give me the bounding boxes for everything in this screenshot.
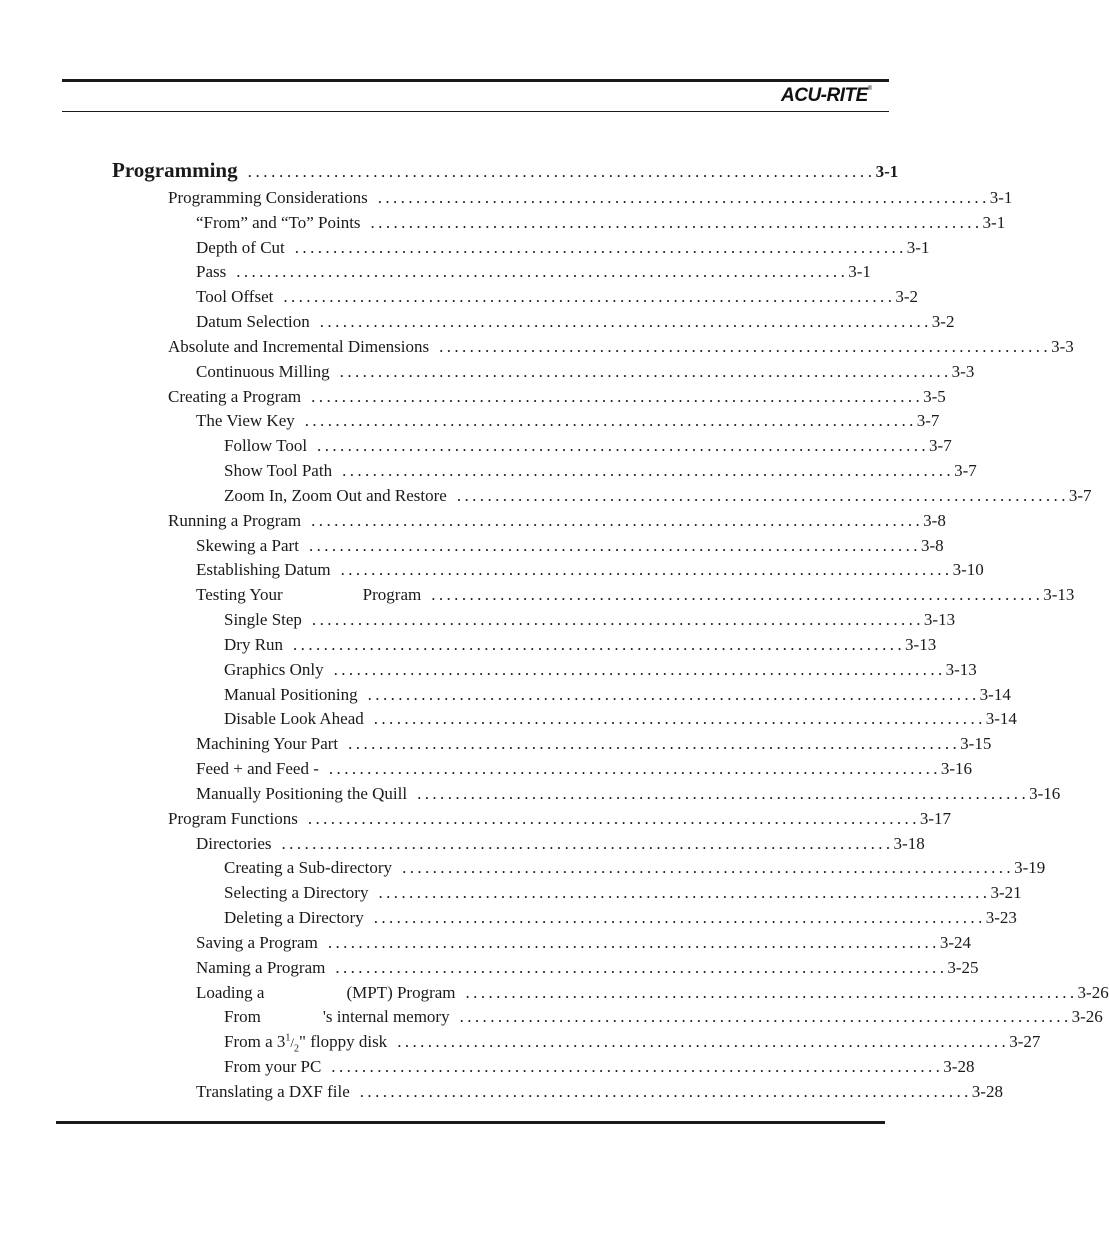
toc-label-text: Datum Selection [196, 312, 310, 332]
toc-entry[interactable] [224, 436, 952, 456]
toc-entry[interactable] [196, 759, 973, 779]
dot-leader: ................................................................................ [340, 560, 953, 580]
toc-page-number: 3-14 [979, 684, 1011, 704]
toc-entry[interactable] [224, 659, 977, 680]
toc-entry-label [224, 1032, 387, 1053]
toc-page-number: 3-13 [923, 610, 956, 630]
toc-label-text-continued: 's internal memory [322, 1007, 450, 1027]
toc-label-text: Creating a Sub-directory [224, 858, 393, 878]
toc-entry[interactable] [224, 1007, 1103, 1027]
toc-entry[interactable] [196, 833, 925, 854]
toc-label-text: Testing Your [196, 585, 283, 605]
dot-leader: ................................................................................ [465, 982, 1078, 1002]
dot-leader: ................................................................................ [294, 237, 907, 257]
toc-entry-label [224, 461, 332, 481]
toc-page-number: 3-8 [923, 510, 946, 530]
toc-label-text: Depth of Cut [196, 237, 285, 257]
dot-leader: ................................................................................ [328, 759, 941, 779]
toc-page-number: 3-17 [919, 808, 952, 828]
toc-label-text: Follow Tool [224, 436, 308, 456]
toc-page-number: 3-28 [943, 1057, 975, 1077]
toc-entry[interactable] [224, 1057, 975, 1077]
toc-label-text: Selecting a Directory [224, 883, 369, 903]
dot-leader: ................................................................................ [319, 312, 932, 332]
toc-label-text: Show Tool Path [224, 461, 333, 481]
toc-page-number: 3-1 [875, 162, 899, 181]
toc-page-number: 3-7 [929, 436, 952, 456]
toc-chapter-entry[interactable] [112, 158, 899, 184]
toc-label-text: Skewing a Part [196, 535, 299, 555]
toc-entry-label [224, 858, 392, 878]
toc-entry[interactable] [224, 610, 956, 630]
toc-entry-label [112, 158, 238, 182]
toc-label-text: Feed + and Feed - [196, 759, 319, 779]
dot-leader: ................................................................................ [281, 833, 894, 853]
toc-entry-label [196, 560, 331, 580]
dot-leader: ................................................................................ [439, 336, 1052, 356]
toc-entry-label [168, 809, 298, 829]
toc-label-text: Zoom In, Zoom Out and Restore [224, 485, 447, 505]
dot-leader: ................................................................................ [333, 659, 946, 679]
dot-leader: ................................................................................ [367, 684, 980, 704]
dot-leader: ................................................................................ [402, 858, 1015, 878]
toc-entry-label [196, 734, 338, 754]
toc-entry-label [168, 511, 301, 531]
toc-label-text: “From” and “To” Points [196, 212, 361, 232]
toc-page-number: 3-21 [990, 883, 1022, 903]
dot-leader: ................................................................................ [308, 535, 921, 555]
toc-label-text: From [224, 1007, 261, 1027]
toc-label-text: Loading a [196, 982, 265, 1002]
toc-entry[interactable] [224, 485, 1092, 506]
toc-page-number: 3-26 [1071, 1007, 1103, 1027]
dot-leader: ................................................................................ [307, 808, 920, 828]
toc-page-number: 3-10 [952, 560, 984, 580]
toc-page-number: 3-15 [960, 734, 992, 754]
toc-page-number: 3-13 [945, 659, 977, 679]
toc-page-number: 3-23 [985, 908, 1017, 928]
dot-leader: ................................................................................ [377, 188, 990, 207]
toc-entry[interactable] [196, 535, 944, 556]
toc-entry-label [224, 709, 364, 729]
toc-label-text: Tool Offset [196, 287, 274, 307]
toc-entry[interactable] [168, 510, 946, 531]
toc-entry[interactable] [196, 237, 930, 258]
toc-page-number: 3-1 [848, 262, 871, 282]
toc-entry[interactable] [224, 858, 1046, 878]
toc-entry[interactable] [224, 1032, 1041, 1055]
toc-entry-label [168, 188, 368, 208]
dot-leader: ................................................................................ [378, 883, 991, 903]
dot-leader: ................................................................................ [304, 411, 917, 431]
toc-entry[interactable] [196, 411, 940, 431]
toc-entry-label [168, 387, 301, 407]
toc-label-text: Continuous Milling [196, 361, 330, 381]
toc-page-number: 3-8 [920, 535, 944, 555]
toc-entry-label [168, 337, 429, 357]
toc-entry-label [224, 635, 283, 655]
toc-entry-label [224, 660, 324, 680]
toc-entry-label [224, 436, 307, 456]
toc-page-number: 3-13 [1043, 585, 1075, 605]
toc-label-text: Creating a Program [168, 386, 302, 406]
toc-page-number: 3-3 [1051, 336, 1074, 356]
toc-label-text: From your PC [224, 1057, 322, 1077]
toc-label-text: The View Key [196, 411, 295, 431]
toc-entry-label [196, 312, 310, 332]
toc-label-text: Deleting a Directory [224, 908, 364, 928]
toc-label-text-continued: Program [362, 585, 422, 605]
toc-entry-label [196, 238, 285, 258]
toc-entry-label [224, 908, 364, 928]
toc-entry[interactable] [168, 188, 1013, 208]
toc-label-text-continued: " floppy disk [299, 1032, 388, 1052]
toc-page-number: 3-2 [931, 312, 955, 332]
dot-leader: ................................................................................ [293, 634, 906, 654]
dot-leader: ................................................................................ [342, 461, 955, 481]
toc-entry[interactable] [168, 808, 952, 829]
dot-leader: ................................................................................ [283, 287, 896, 307]
toc-label-text: Graphics Only [224, 659, 324, 679]
toc-page-number: 3-7 [1068, 485, 1092, 505]
toc-page-number: 3-3 [951, 361, 975, 381]
toc-entry[interactable] [224, 684, 1011, 705]
dot-leader: ................................................................................ [335, 957, 948, 977]
toc-entry[interactable] [196, 585, 1075, 605]
toc-label-text: Manual Positioning [224, 684, 358, 704]
dot-leader: ................................................................................ [317, 436, 930, 456]
toc-page-number: 3-1 [989, 188, 1013, 207]
toc-entry-label [196, 411, 295, 431]
toc-entry[interactable] [196, 361, 975, 382]
toc-entry[interactable] [196, 957, 979, 978]
toc-label-text: Establishing Datum [196, 560, 331, 580]
toc-page-number: 3-24 [939, 932, 971, 952]
toc-entry[interactable] [168, 336, 1074, 357]
toc-page-number: 3-25 [947, 957, 979, 977]
toc-label-text: Saving a Program [196, 932, 318, 952]
toc-entry-label [224, 883, 368, 903]
toc-entry-label [224, 1007, 450, 1027]
registered-mark: ® [867, 86, 872, 92]
dot-leader: ................................................................................ [247, 162, 876, 181]
toc-entry-label [196, 933, 318, 953]
toc-label-text: Naming a Program [196, 957, 326, 977]
toc-label-text: Pass [196, 262, 227, 282]
toc-entry[interactable] [224, 883, 1022, 903]
toc-page-number: 3-7 [916, 411, 940, 431]
toc-label-text: Single Step [224, 610, 302, 630]
brand-name: ACU-RITE [781, 85, 868, 106]
dot-leader: ................................................................................ [431, 585, 1044, 605]
toc-entry-label [196, 262, 226, 282]
toc-label-text: Program Functions [168, 808, 298, 828]
toc-page-number: 3-19 [1014, 858, 1046, 878]
toc-label-text: Programming Considerations [168, 188, 368, 207]
toc-entry-label [196, 585, 421, 605]
footer-rule [56, 1121, 885, 1124]
toc-entry-label [196, 287, 273, 307]
toc-entry[interactable] [196, 212, 1006, 233]
toc-entry[interactable] [196, 932, 971, 953]
toc-entry[interactable] [224, 908, 1017, 928]
toc-entry[interactable] [196, 783, 1061, 804]
toc-page-number: 3-1 [982, 212, 1006, 232]
toc-page-number: 3-18 [893, 833, 925, 853]
toc-label-text: Absolute and Incremental Dimensions [168, 336, 430, 356]
toc-label-text: Dry Run [224, 634, 284, 654]
toc-entry[interactable] [196, 312, 955, 332]
dot-leader: ................................................................................ [456, 485, 1069, 505]
toc-entry-label [196, 983, 456, 1003]
toc-label-text: Manually Positioning the Quill [196, 783, 408, 803]
dot-leader: ................................................................................ [311, 610, 924, 630]
dot-leader: ................................................................................ [339, 361, 952, 381]
toc-label-text-continued: (MPT) Program [346, 982, 456, 1002]
toc-entry-label [196, 1082, 350, 1102]
dot-leader: ................................................................................ [417, 783, 1030, 803]
toc-page-number: 3-1 [906, 237, 930, 257]
toc-page-number: 3-13 [905, 634, 937, 654]
toc-page-number: 3-2 [895, 287, 919, 307]
dot-leader: ................................................................................ [459, 1007, 1072, 1027]
dot-leader: ................................................................................ [311, 386, 924, 406]
dot-leader: ................................................................................ [370, 212, 983, 232]
toc-entry-label [196, 213, 361, 233]
toc-entry[interactable] [224, 634, 937, 655]
toc-entry-label [196, 759, 319, 779]
toc-entry[interactable] [196, 262, 871, 282]
dot-leader: ................................................................................ [311, 510, 924, 530]
toc-label-text: Machining Your Part [196, 734, 339, 754]
toc-label-text: From a 3 [224, 1032, 286, 1052]
toc-page-number: 3-5 [923, 386, 946, 406]
fraction-denominator: 2 [294, 1043, 300, 1055]
toc-entry-label [196, 958, 325, 978]
dot-leader: ................................................................................ [327, 932, 940, 952]
toc-entry-label [196, 834, 272, 854]
toc-entry-label [224, 1057, 321, 1077]
toc-page-number: 3-7 [954, 461, 977, 481]
dot-leader: ................................................................................ [397, 1032, 1010, 1052]
toc-entry-label [196, 784, 407, 804]
toc-entry[interactable] [224, 709, 1017, 729]
toc-entry[interactable] [196, 734, 992, 754]
toc-entry-label [196, 362, 330, 382]
dot-leader: ................................................................................ [373, 709, 986, 729]
toc-page-number: 3-27 [1009, 1032, 1041, 1052]
toc-entry[interactable] [196, 1081, 1003, 1102]
toc-entry-label [196, 536, 299, 556]
toc-entry[interactable] [168, 386, 946, 407]
dot-leader: ................................................................................ [348, 734, 961, 754]
dot-leader: ................................................................................ [236, 262, 849, 282]
toc-label-text: Disable Look Ahead [224, 709, 364, 729]
toc-page-number: 3-26 [1077, 982, 1109, 1002]
fraction-numerator: 1 [285, 1032, 291, 1044]
header-rule-thin [62, 111, 889, 112]
fraction-slash: / [290, 1035, 295, 1051]
dot-leader: ................................................................................ [373, 908, 986, 928]
toc-label-text: Programming [112, 158, 238, 182]
toc-page-number: 3-16 [1029, 783, 1061, 803]
toc-entry[interactable] [196, 560, 984, 580]
acu-rite-logo [781, 85, 872, 107]
dot-leader: ................................................................................ [331, 1057, 944, 1077]
toc-page-number: 3-14 [985, 709, 1017, 729]
toc-label-text: Translating a DXF file [196, 1081, 350, 1101]
dot-leader: ................................................................................ [359, 1081, 972, 1101]
toc-entry[interactable] [196, 982, 1109, 1003]
toc-label-text: Running a Program [168, 510, 302, 530]
toc-page-number: 3-28 [971, 1081, 1003, 1101]
toc-entry[interactable] [224, 461, 977, 481]
toc-entry-label [224, 486, 447, 506]
toc-entry-label [224, 610, 302, 630]
header-rule-thick [62, 79, 889, 82]
toc-entry[interactable] [196, 287, 919, 307]
toc-entry-label [224, 685, 358, 705]
toc-label-text: Directories [196, 833, 272, 853]
toc-page-number: 3-16 [940, 759, 973, 779]
